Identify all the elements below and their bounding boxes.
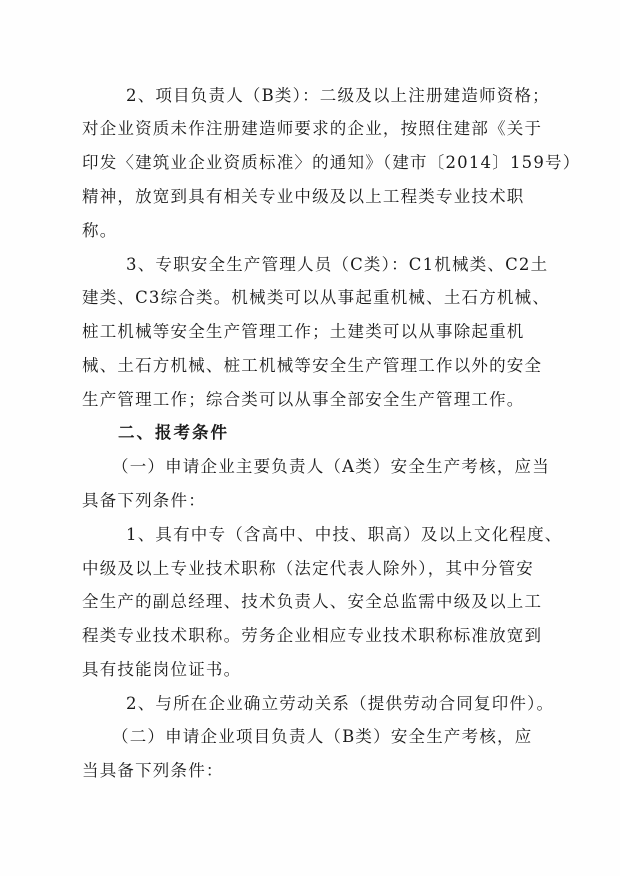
- paragraph-line: 桩工机械等安全生产管理工作；土建类可以从事除起重机: [82, 322, 525, 341]
- paragraph-line: 全生产的副总经理、技术负责人、安全总监需中级及以上工: [82, 592, 543, 611]
- paragraph-line: 中级及以上专业技术职称（法定代表人除外），其中分管安: [82, 559, 534, 578]
- paragraph-line: 1、具有中专（含高中、中技、职高）及以上文化程度、: [126, 525, 563, 544]
- paragraph-line: 2、与所在企业确立劳动关系（提供劳动合同复印件）。: [126, 694, 555, 713]
- section-heading: 二、报考条件: [118, 423, 229, 442]
- paragraph-line: 2、项目负责人（B类）：二级及以上注册建造师资格；: [126, 86, 550, 105]
- paragraph-line: 精神，放宽到具有相关专业中级及以上工程类专业技术职: [82, 187, 525, 206]
- paragraph-line: 建类、C3综合类。机械类可以从事起重机械、土石方机械、: [82, 288, 551, 307]
- paragraph-line: 械、土石方机械、桩工机械等安全生产管理工作以外的安全: [82, 356, 543, 375]
- paragraph-line: （二）申请企业项目负责人（B类）安全生产考核，应: [112, 727, 533, 746]
- paragraph-line: 具有技能岗位证书。: [82, 660, 242, 679]
- paragraph-line: 生产管理工作；综合类可以从事全部安全生产管理工作。: [82, 390, 525, 409]
- paragraph-line: 印发〈建筑业企业资质标准〉的通知》（建市〔2014〕159号）: [82, 153, 581, 172]
- paragraph-line: 程类专业技术职称。劳务企业相应专业技术职称标准放宽到: [82, 626, 543, 645]
- paragraph-line: 当具备下列条件：: [82, 761, 224, 780]
- paragraph-line: 具备下列条件：: [82, 491, 206, 510]
- paragraph-line: 3、专职安全生产管理人员（C类）：C1机械类、C2土: [126, 255, 549, 274]
- paragraph-line: （一）申请企业主要负责人（A类）安全生产考核，应当: [112, 457, 550, 476]
- paragraph-line: 对企业资质未作注册建造师要求的企业，按照住建部《关于: [82, 119, 543, 138]
- paragraph-line: 称。: [82, 221, 118, 240]
